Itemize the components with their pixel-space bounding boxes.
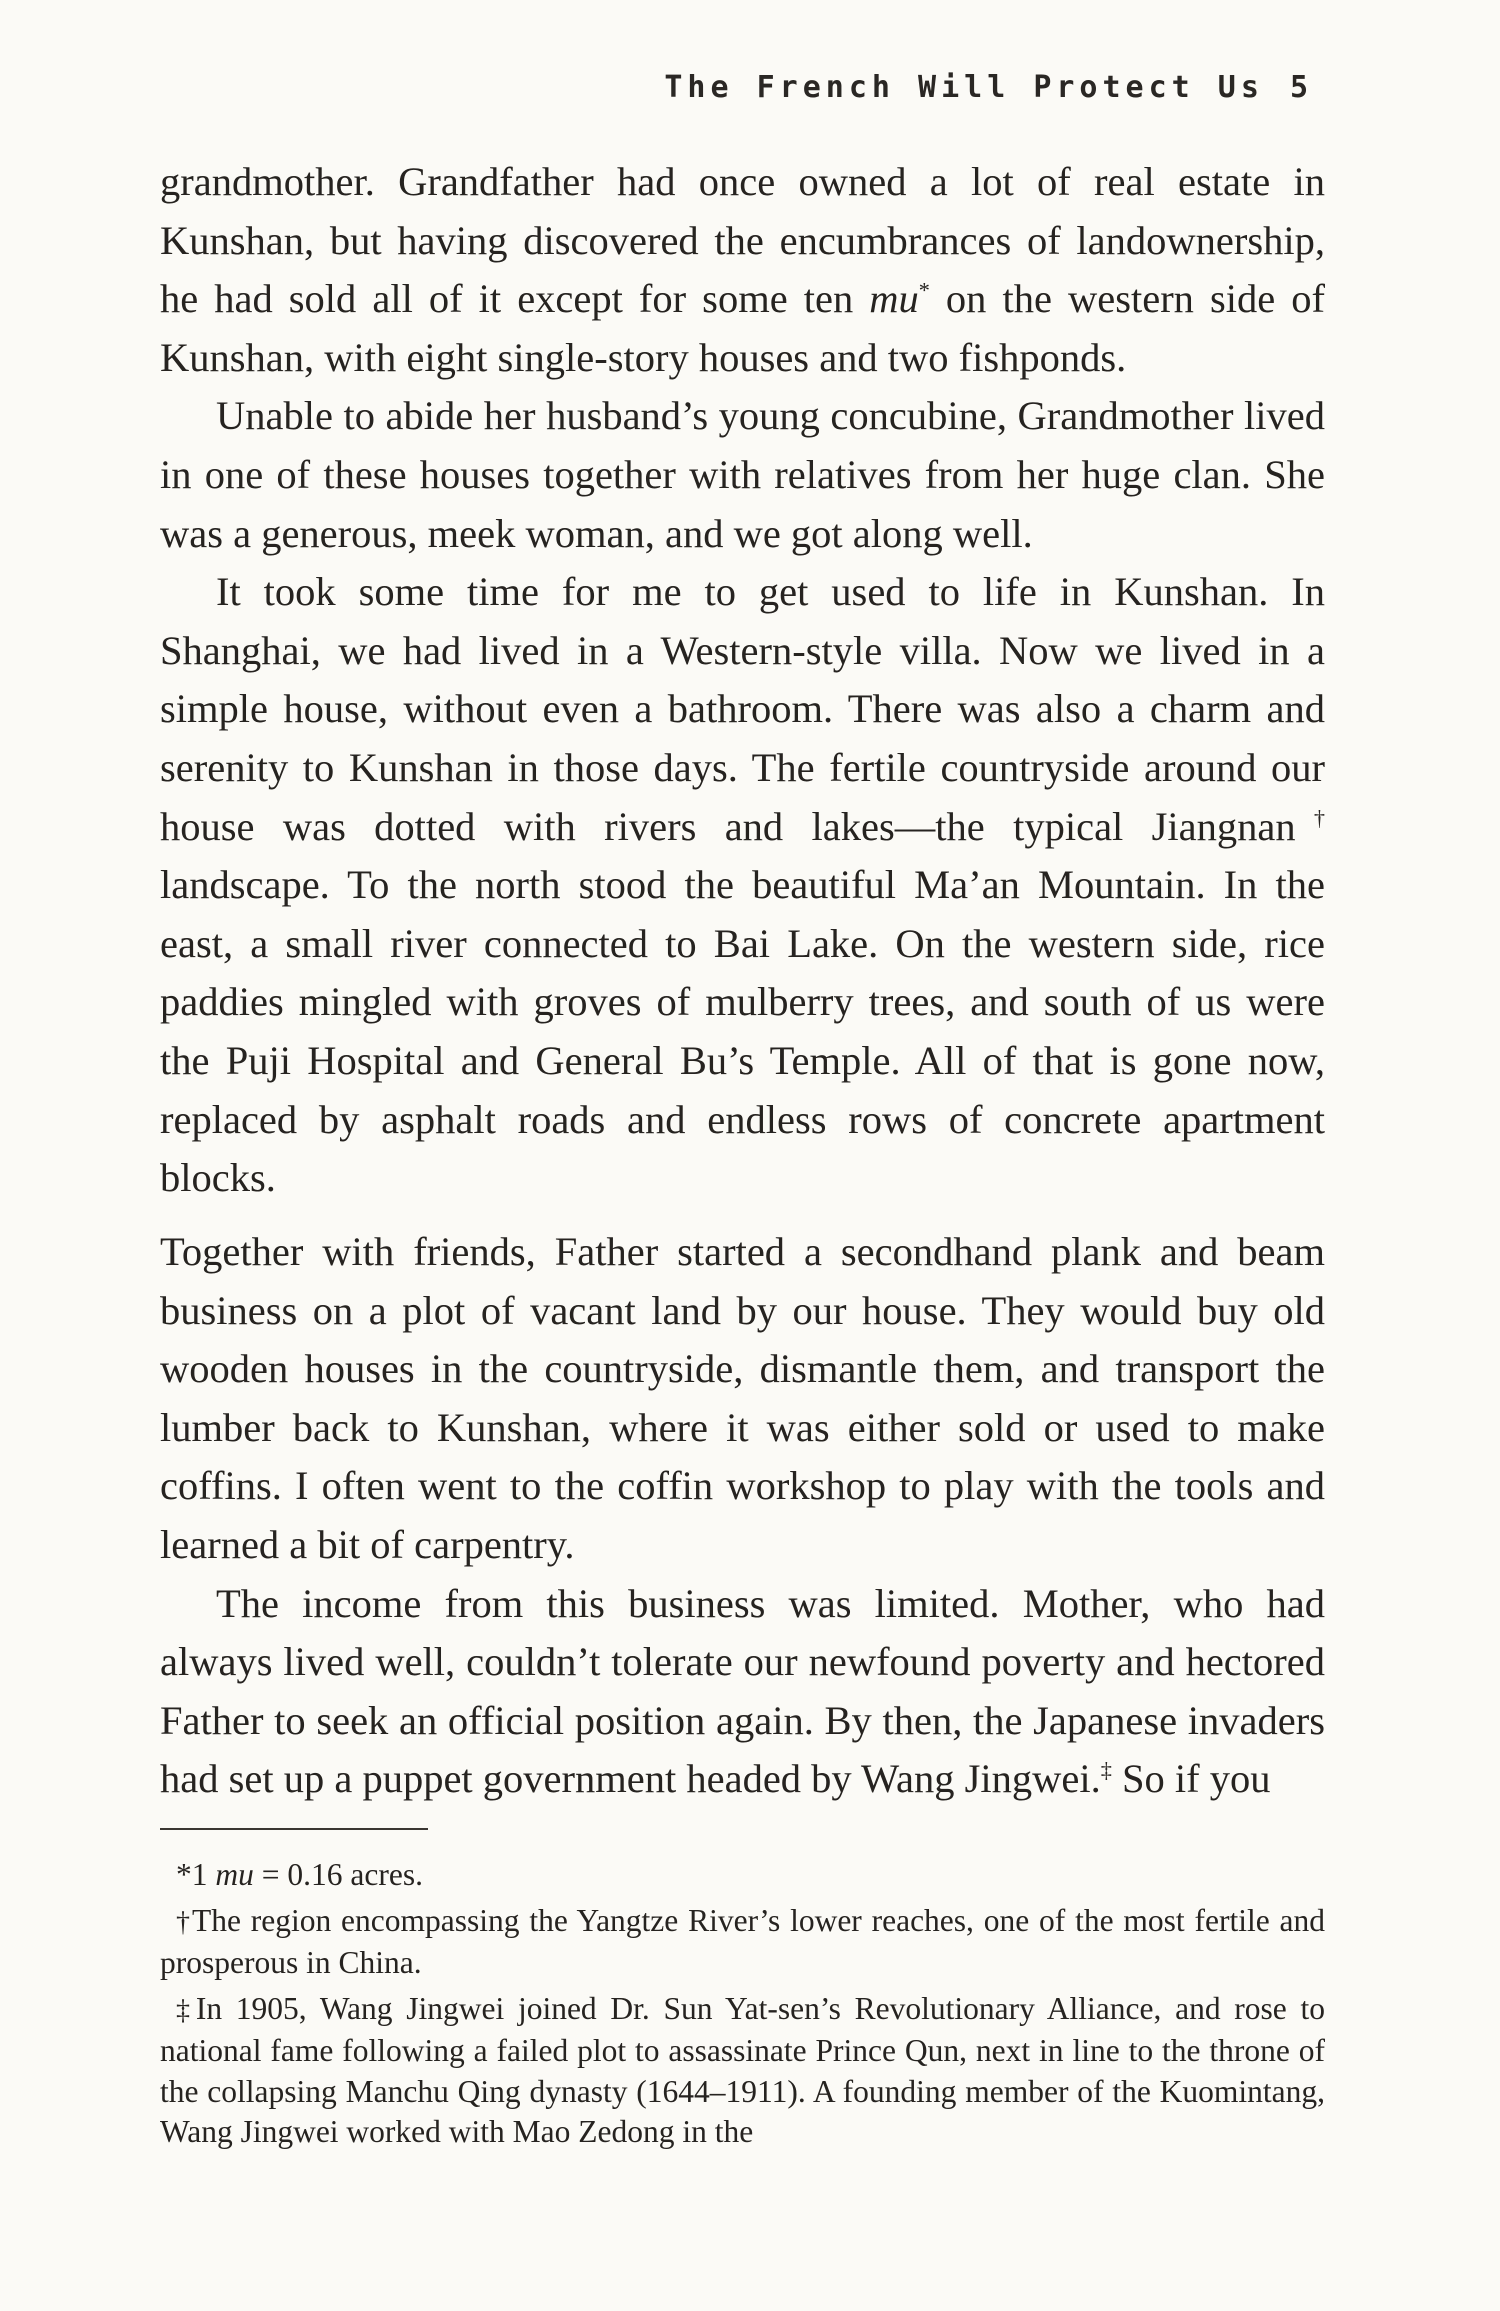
paragraph-3-text-end: landscape. To the north stood the beautiful Ma’an Mountain. In the east, a small river connected to Bai Lake. On the western side, rice paddies mingled with groves of mulberry trees, and south of us were the Puji Hospital and General Bu’s Temple. All of that is gone now, replaced by asphalt roads and endless rows of concrete apartment blocks. [160,862,1325,1201]
paragraph-1 [160,153,1325,387]
footnote-2-text: The region encompassing the Yangtze River’s lower reaches, one of the most fertile and prosperous in China. [160,1902,1325,1980]
footnote-1-text: = 0.16 acres. [253,1857,423,1892]
running-head-title: The French Will Protect Us [664,70,1264,105]
footnote-1 [160,1855,1325,1896]
paragraph-3-text: It took some time for me to get used to life in Kunshan. In Shanghai, we had lived in a Western-style villa. Now we lived in a simple house, without even a bathroom. There was also a charm and serenity to Kunshan in those days. The fertile countryside around our house was dotted with rivers and lakes—the typical Jiangnan [160,569,1325,849]
paragraph-1-text: grandmother. Grandfather had once owned a lot of real estate in Kunshan, but having discovered the encumbrances of landownership, he had sold all of it except for some ten [160,159,1325,322]
footnote-1-mark: *1 [176,1857,216,1892]
paragraph-5-text: The income from this business was limited. Mother, who had always lived well, couldn’t tolerate our newfound poverty and hectored Father to seek an official position again. By then, the Japanese invaders had set up a puppet government headed by Wang Jingwei. [160,1580,1325,1802]
paragraph-2: Unable to abide her husband’s young concubine, Grandmother lived in one of these houses together with relatives from her huge clan. She was a generous, meek woman, and we got along well. [160,393,1325,556]
footnote-mark-2: † [1295,805,1325,831]
paragraph-5 [160,1575,1325,1809]
mu-term: mu [869,276,919,322]
paragraph-4: Together with friends, Father started a secondhand plank and beam business on a plot of vacant land by our house. They would buy old wooden houses in the countryside, dismantle them, and transport the lumber back to Kunshan, where it was either sold or used to make coffins. I often went to the coffin workshop to play with the tools and learned a bit of carpentry. [160,1229,1325,1567]
footnote-3-text: In 1905, Wang Jingwei joined Dr. Sun Yat-sen’s Revolutionary Alliance, and rose to national fame following a failed plot to assassinate Prince Qun, next in line to the throne of the collapsing Manchu Qing dynasty (1644–1911). A founding member of the Kuomintang, Wang Jingwei worked with Mao Zedong in the [160,1990,1325,2149]
paragraph-1-text-end: on the western side of Kunshan, with eight single-story houses and two fishponds. [160,276,1325,380]
footnote-2-mark: † [176,1906,192,1938]
paragraph-3 [160,563,1325,1208]
body-text-block-2 [160,1223,1325,1809]
running-head [664,70,1313,105]
footnote-mark-3: ‡ [1100,1757,1112,1783]
footnote-3-mark: ‡ [176,1994,196,2026]
footnote-1-mu-term: mu [215,1857,254,1892]
footnotes [160,1855,1325,2153]
footnote-divider [160,1828,428,1830]
paragraph-5-text-end: So if you [1111,1756,1271,1802]
page-number: 5 [1289,70,1313,105]
body-text-block-1 [160,153,1325,1208]
footnote-3 [160,1989,1325,2153]
footnote-2 [160,1901,1325,1984]
footnote-mark-1: * [918,277,930,303]
